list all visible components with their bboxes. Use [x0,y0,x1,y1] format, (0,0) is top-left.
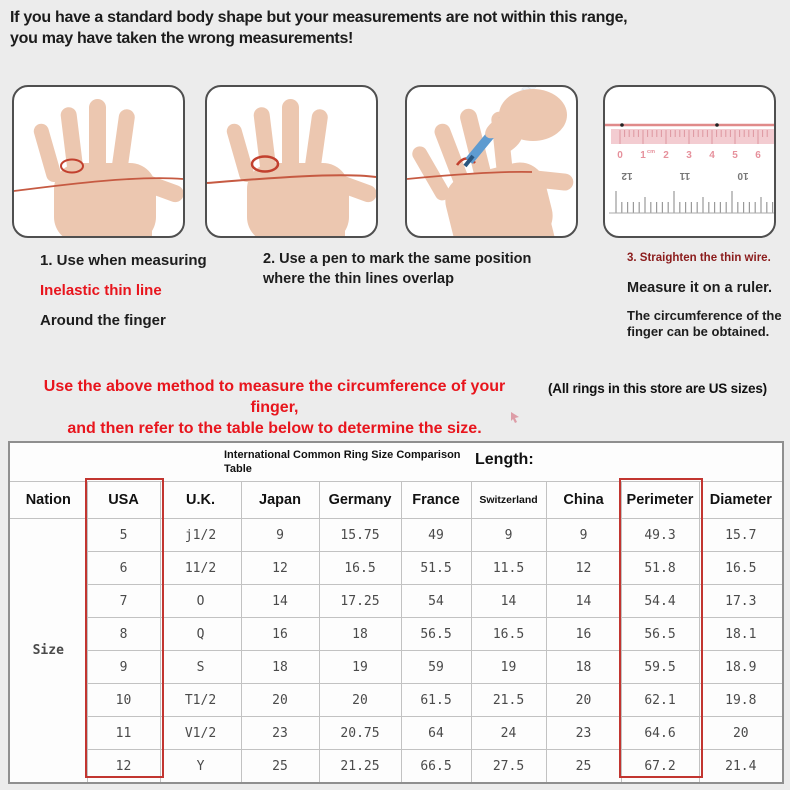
measure-instruction-line2: and then refer to the table below to determine the size. [67,420,482,437]
cell-japan: 23 [241,717,319,750]
cell-china: 18 [546,651,621,684]
cell-germany: 21.25 [319,750,401,784]
size-row-group-label: Size [9,519,87,784]
col-header-france: France [401,482,471,519]
page-headline [10,7,770,49]
cell-diameter: 18.1 [699,618,783,651]
step1-subtitle: Around the finger [40,312,166,329]
step3-title: 3. Straighten the thin wire. [627,252,771,264]
cell-uk: 11/2 [160,552,241,585]
us-sizes-note: (All rings in this store are US sizes) [548,381,767,396]
cell-perimeter: 64.6 [621,717,699,750]
cell-uk: O [160,585,241,618]
col-header-germany: Germany [319,482,401,519]
cell-germany: 20 [319,684,401,717]
cell-perimeter: 56.5 [621,618,699,651]
ruler-number: 4 [709,150,715,161]
ruler-number-inverted: 12 [621,170,633,181]
col-header-china: China [546,482,621,519]
col-header-nation: Nation [9,482,87,519]
cell-switzerland: 11.5 [471,552,546,585]
table-row [9,750,783,784]
cell-france: 56.5 [401,618,471,651]
ruler-number: 5 [732,150,738,161]
cell-germany: 20.75 [319,717,401,750]
step2-caption: 2. Use a pen to mark the same position where the thin lines overlap [263,251,532,287]
cell-perimeter: 67.2 [621,750,699,784]
cell-usa: 7 [87,585,160,618]
length-label: Length: [475,451,534,468]
ruler-number: 0 [617,150,623,161]
cell-china: 9 [546,519,621,552]
cell-diameter: 16.5 [699,552,783,585]
cell-france: 51.5 [401,552,471,585]
step1-title: 1. Use when measuring [40,252,207,269]
cell-uk: Y [160,750,241,784]
cell-switzerland: 9 [471,519,546,552]
cell-france: 66.5 [401,750,471,784]
cell-usa: 5 [87,519,160,552]
col-header-perimeter: Perimeter [621,482,699,519]
cell-france: 49 [401,519,471,552]
hand-with-thread-illustration [207,87,376,236]
ruler-number: 2 [663,150,669,161]
step1-highlight: Inelastic thin line [40,282,162,299]
step1-caption [40,252,250,342]
cell-uk: T1/2 [160,684,241,717]
photo-step3-pen-marking [405,85,578,238]
cell-switzerland: 19 [471,651,546,684]
cell-china: 16 [546,618,621,651]
ruler-number-inverted: 10 [737,170,749,181]
ruler-number-inverted: 11 [679,170,691,181]
col-header-usa: USA [87,482,160,519]
headline-line1: If you have a standard body shape but your measurements are not within this range, [10,9,628,26]
ruler-number: 6 [755,150,761,161]
cell-japan: 12 [241,552,319,585]
headline-line2: you may have taken the wrong measurements! [10,30,354,47]
cell-china: 20 [546,684,621,717]
cell-usa: 12 [87,750,160,784]
cell-diameter: 15.7 [699,519,783,552]
cell-perimeter: 62.1 [621,684,699,717]
cell-uk: S [160,651,241,684]
cell-usa: 11 [87,717,160,750]
cell-perimeter: 59.5 [621,651,699,684]
photo-step4-ruler-measurement [603,85,776,238]
measure-instruction-line1: Use the above method to measure the circumference of your finger, [43,378,506,416]
ruler-number: 1 [640,150,646,161]
cell-diameter: 18.9 [699,651,783,684]
cell-japan: 9 [241,519,319,552]
cell-france: 64 [401,717,471,750]
cell-usa: 9 [87,651,160,684]
cell-germany: 16.5 [319,552,401,585]
table-row [9,618,783,651]
step3-caption [627,252,790,340]
ring-size-table [8,441,784,784]
ruler-unit-label: cm [647,149,655,155]
cell-diameter: 19.8 [699,684,783,717]
cell-china: 12 [546,552,621,585]
ring-size-table-wrap [8,441,782,774]
cell-china: 23 [546,717,621,750]
ruler-number: 3 [686,150,692,161]
col-header-uk: U.K. [160,482,241,519]
cell-switzerland: 24 [471,717,546,750]
cell-switzerland: 14 [471,585,546,618]
cell-china: 14 [546,585,621,618]
ruler-illustration [605,87,774,236]
cell-switzerland: 27.5 [471,750,546,784]
cell-japan: 16 [241,618,319,651]
step3-line2: Measure it on a ruler. [627,280,773,296]
hand-with-thread-illustration [14,87,183,236]
cell-japan: 20 [241,684,319,717]
table-row [9,717,783,750]
table-row [9,519,783,552]
cell-perimeter: 51.8 [621,552,699,585]
cell-france: 54 [401,585,471,618]
col-header-diameter: Diameter [699,482,783,519]
cell-uk: Q [160,618,241,651]
cell-japan: 14 [241,585,319,618]
cell-uk: j1/2 [160,519,241,552]
cell-france: 61.5 [401,684,471,717]
cell-diameter: 20 [699,717,783,750]
cell-germany: 18 [319,618,401,651]
cell-diameter: 17.3 [699,585,783,618]
photo-step1-thread-around-finger [12,85,185,238]
col-header-switzerland: Switzerland [471,482,546,519]
cell-uk: V1/2 [160,717,241,750]
cell-usa: 8 [87,618,160,651]
cell-germany: 17.25 [319,585,401,618]
table-row [9,651,783,684]
measure-instruction [22,376,527,439]
step3-line3: The circumference of the finger can be obtained. [627,308,782,339]
table-row [9,552,783,585]
cell-usa: 6 [87,552,160,585]
cursor-icon [509,411,521,423]
cell-perimeter: 54.4 [621,585,699,618]
table-title: International Common Ring Size Comparison Table [224,449,461,475]
table-header-row [9,482,783,519]
cell-germany: 15.75 [319,519,401,552]
cell-japan: 18 [241,651,319,684]
cell-france: 59 [401,651,471,684]
cell-switzerland: 16.5 [471,618,546,651]
cell-germany: 19 [319,651,401,684]
hand-with-pen-illustration [407,87,576,236]
col-header-japan: Japan [241,482,319,519]
cell-diameter: 21.4 [699,750,783,784]
table-row [9,585,783,618]
cell-switzerland: 21.5 [471,684,546,717]
cell-perimeter: 49.3 [621,519,699,552]
table-row [9,684,783,717]
cell-japan: 25 [241,750,319,784]
table-title-cell [9,442,783,482]
cell-china: 25 [546,750,621,784]
cell-usa: 10 [87,684,160,717]
photo-step2-thread-overlap [205,85,378,238]
